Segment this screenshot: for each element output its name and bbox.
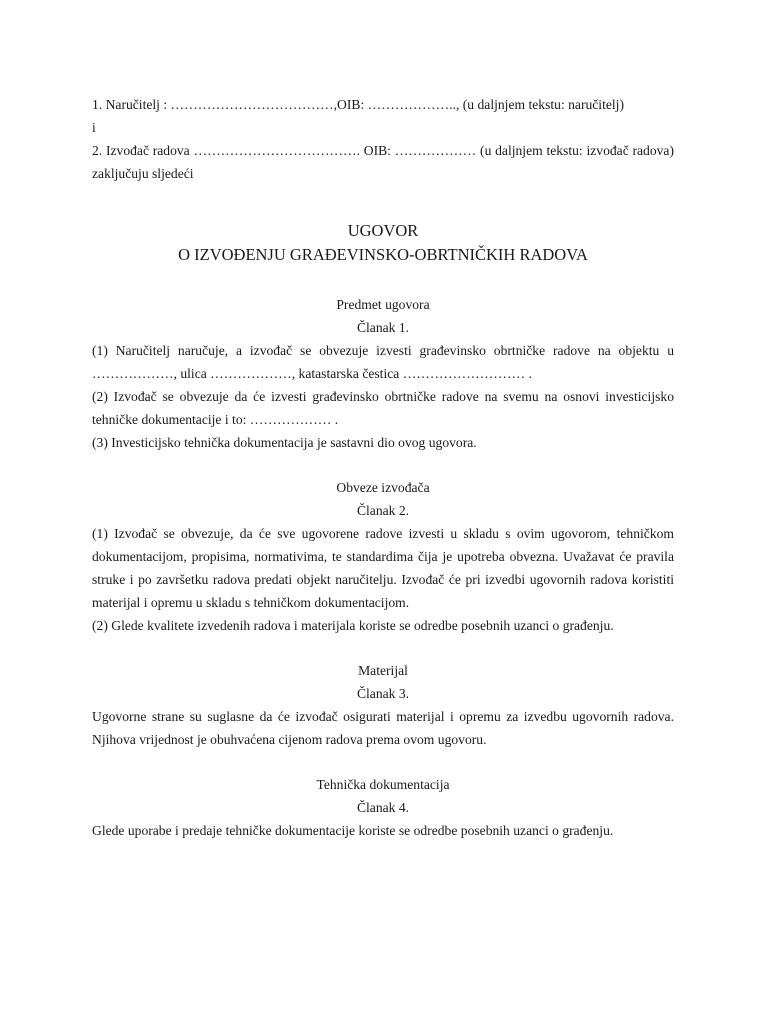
article-number: Članak 2. xyxy=(356,503,410,518)
section-subject xyxy=(92,293,674,339)
article-2-paragraph-1: (1) Izvođač se obvezuje, da će sve ugovorene radove izvesti u skladu s ovim ugovorom, tehničkom dokumentacijom, propisima, normativima, te standardima čija je upotreba obvezna. Uvažavat će pravila struke i po završetku radova predati objekt naručitelju. Izvođač će pri izvedbi ugovornih radova koristiti materijal i opremu u skladu s tehničkom dokumentacijom. xyxy=(92,526,674,610)
section-material xyxy=(92,659,674,705)
article-4-paragraph-1: Glede uporabe i predaje tehničke dokumentacije koriste se odredbe posebnih uzanci o građenju. xyxy=(92,823,614,838)
article-3-paragraph-1: Ugovorne strane su suglasne da će izvođač osigurati materijal i opremu za izvedbu ugovornih radova. Njihova vrijednost je obuhvaćena cijenom radova prema ovom ugovoru. xyxy=(92,709,674,747)
article-1-paragraph-2: (2) Izvođač se obvezuje da će izvesti građevinsko obrtničke radove na svemu na osnovi investicijsko tehničke dokumentacije i to: ……………… . xyxy=(92,389,674,427)
section-heading: Obveze izvođača xyxy=(336,480,430,495)
section-heading: Predmet ugovora xyxy=(336,297,430,312)
section-heading: Tehnička dokumentacija xyxy=(316,777,450,792)
contract-title xyxy=(92,219,674,267)
party-client-line: 1. Naručitelj : ………………………………,OIB: ……………….., (u daljnjem tekstu: naručitelj) xyxy=(92,97,624,112)
section-contractor-obligations xyxy=(92,476,674,522)
article-2-paragraph-2: (2) Glede kvalitete izvedenih radova i materijala koriste se odredbe posebnih uzanci o građenju. xyxy=(92,618,614,633)
article-1-paragraph-1: (1) Naručitelj naručuje, a izvođač se obvezuje izvesti građevinsko obrtničke radove na objektu u ………………, ulica ………………, katastarska čestica ……………………… . xyxy=(92,343,674,381)
article-number: Članak 3. xyxy=(356,686,410,701)
section-technical-documentation xyxy=(92,773,674,819)
party-contractor-line: 2. Izvođač radova ………………………………. OIB: ……………… (u daljnjem tekstu: izvođač radova) zaključuju sljedeći xyxy=(92,143,674,181)
article-1-paragraph-3: (3) Investicijsko tehnička dokumentacija je sastavni dio ovog ugovora. xyxy=(92,435,477,450)
party-connector: i xyxy=(92,120,96,135)
contract-page xyxy=(92,93,674,842)
parties-block xyxy=(92,93,674,185)
title-line-2: O IZVOĐENJU GRAĐEVINSKO-OBRTNIČKIH RADOVA xyxy=(178,245,588,264)
article-number: Članak 4. xyxy=(356,800,410,815)
title-line-1: UGOVOR xyxy=(347,221,419,240)
article-number: Članak 1. xyxy=(356,320,410,335)
section-heading: Materijal xyxy=(358,663,408,678)
